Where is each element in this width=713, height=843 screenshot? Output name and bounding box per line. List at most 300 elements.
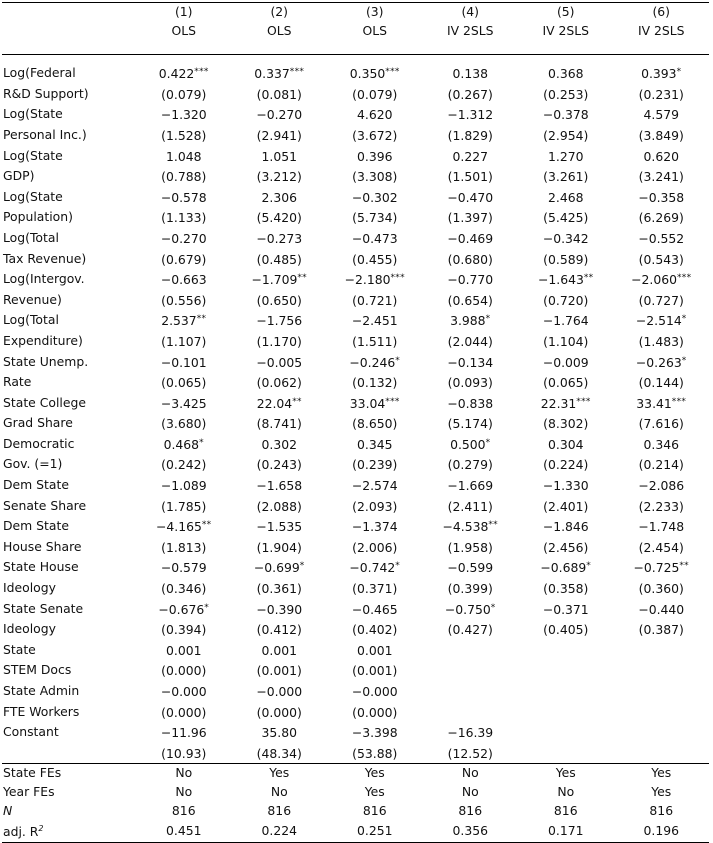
cell-value: (5.174) (447, 416, 493, 432)
table-cell (614, 352, 710, 373)
cell-value: −0.578 (160, 189, 207, 205)
table-cell (614, 557, 710, 578)
row-label: State Unemp. (3, 353, 89, 369)
table-cell (232, 331, 328, 352)
column-number: (1) (136, 3, 232, 22)
table-cell (614, 104, 710, 125)
cell-value: (0.654) (447, 292, 493, 308)
cell-value: (0.361) (256, 581, 302, 597)
table-cell (423, 640, 519, 661)
table-cell (136, 146, 232, 167)
cell-value: 0.396 (357, 148, 393, 164)
table-cell (232, 207, 328, 228)
table-row (2, 557, 709, 578)
cell-value: −0.770 (447, 272, 494, 288)
table-cell (136, 84, 232, 105)
row-label: Gov. (=1) (3, 456, 63, 472)
cell-value: (3.212) (256, 169, 302, 185)
cell-value: (0.485) (256, 251, 302, 267)
column-number: (4) (423, 3, 519, 22)
table-cell (327, 681, 423, 702)
cell-value: (1.528) (161, 127, 207, 143)
cell-value: (0.556) (161, 292, 207, 308)
cell-value: 33.04 (349, 395, 386, 411)
table-cell (327, 413, 423, 434)
row-label: Log(State (3, 106, 63, 122)
cell-value: −0.270 (256, 107, 303, 123)
row-label: Expenditure) (3, 332, 83, 348)
year-fe-row (2, 783, 709, 802)
cell-value: −0.101 (160, 354, 207, 370)
cell-value: 1.048 (166, 148, 202, 164)
significance-stars: * (586, 561, 592, 572)
row-label: N (3, 802, 13, 818)
header-column-numbers (2, 3, 709, 22)
table-cell (518, 84, 614, 105)
table-cell (423, 681, 519, 702)
table-cell (327, 125, 423, 146)
table-row (2, 578, 709, 599)
row-label: Log(State (3, 188, 63, 204)
table-cell (327, 290, 423, 311)
table-cell (518, 310, 614, 331)
cell-value: (3.680) (161, 416, 207, 432)
row-label: Democratic (3, 435, 75, 451)
significance-stars: ** (292, 396, 302, 407)
table-cell (232, 269, 328, 290)
table-cell: No (461, 783, 479, 799)
table-cell (136, 393, 232, 414)
row-label: STEM Docs (3, 662, 72, 678)
cell-value: (0.720) (543, 292, 589, 308)
table-cell (327, 516, 423, 537)
table-footer (2, 764, 709, 843)
row-label: Log(Total (3, 312, 59, 328)
table-cell (136, 125, 232, 146)
header-corner (2, 22, 136, 55)
table-cell (136, 331, 232, 352)
table-cell (136, 207, 232, 228)
table-cell: No (136, 764, 232, 783)
cell-value: 2.468 (548, 189, 584, 205)
row-label: Ideology (3, 580, 56, 596)
cell-value: (0.394) (161, 622, 207, 638)
table-cell (423, 146, 519, 167)
table-cell (423, 393, 519, 414)
cell-value: (1.397) (447, 210, 493, 226)
table-cell (518, 434, 614, 455)
row-label: State Senate (3, 600, 84, 616)
cell-value: −0.725 (633, 560, 680, 576)
cell-value: (3.849) (638, 127, 684, 143)
significance-stars: *** (385, 396, 400, 407)
table-cell (614, 269, 710, 290)
cell-value: (0.079) (352, 86, 398, 102)
row-label: Rate (3, 374, 32, 390)
table-cell (327, 269, 423, 290)
table-cell (518, 413, 614, 434)
table-cell (232, 619, 328, 640)
table-cell (423, 557, 519, 578)
table-cell (232, 55, 328, 84)
cell-value: (2.954) (543, 127, 589, 143)
cell-value: −0.000 (256, 684, 303, 699)
table-cell (232, 702, 328, 723)
header-methods (2, 22, 709, 55)
table-cell (232, 372, 328, 393)
cell-value: (0.346) (161, 581, 207, 597)
table-cell (614, 310, 710, 331)
header-corner (2, 3, 136, 22)
column-number: (2) (232, 3, 328, 22)
table-cell (423, 228, 519, 249)
cell-value: −1.658 (256, 478, 303, 494)
cell-value: (0.399) (447, 581, 493, 597)
table-cell: Yes (518, 764, 614, 783)
row-label: Constant (3, 724, 59, 740)
table-cell (136, 269, 232, 290)
table-cell (423, 537, 519, 558)
cell-value: (1.813) (161, 539, 207, 555)
table-cell (614, 84, 710, 105)
table-row (2, 496, 709, 517)
table-cell: 816 (649, 802, 674, 818)
cell-value: (1.104) (543, 333, 589, 349)
table-cell (327, 187, 423, 208)
table-cell (518, 722, 614, 743)
cell-value: 2.537 (161, 313, 197, 329)
table-cell (136, 537, 232, 558)
table-cell (136, 516, 232, 537)
cell-value: −2.086 (638, 478, 685, 494)
cell-value: −0.302 (351, 189, 398, 205)
table-row (2, 187, 709, 208)
cell-value: (0.144) (638, 375, 684, 391)
table-cell (614, 393, 710, 414)
cell-value: −1.312 (447, 107, 494, 123)
table-cell (136, 578, 232, 599)
table-cell (614, 125, 710, 146)
cell-value: (3.308) (352, 169, 398, 185)
cell-value: 0.422 (158, 66, 195, 82)
table-cell (136, 702, 232, 723)
cell-value: (0.081) (256, 86, 302, 102)
cell-value: −3.425 (160, 395, 207, 411)
cell-value: 0.346 (643, 436, 679, 452)
table-cell (518, 146, 614, 167)
table-cell (232, 290, 328, 311)
cell-value: 3.988 (450, 313, 486, 329)
table-cell (614, 640, 710, 661)
table-cell (423, 290, 519, 311)
table-cell (232, 454, 328, 475)
table-cell (614, 434, 710, 455)
table-cell (518, 660, 614, 681)
table-cell (518, 249, 614, 270)
cell-value: (8.650) (352, 416, 398, 432)
significance-stars: *** (576, 396, 591, 407)
table-cell (518, 475, 614, 496)
cell-value: −0.742 (349, 560, 396, 576)
cell-value: 0.345 (357, 436, 393, 452)
table-cell (232, 249, 328, 270)
table-row (2, 249, 709, 270)
n-row (2, 802, 709, 821)
cell-value: (0.065) (161, 375, 207, 391)
table-cell (423, 496, 519, 517)
cell-value: (48.34) (256, 745, 302, 761)
table-cell (232, 537, 328, 558)
table-cell (136, 352, 232, 373)
table-cell (232, 393, 328, 414)
table-cell (614, 454, 710, 475)
table-cell: 0.196 (614, 820, 710, 842)
table-row (2, 640, 709, 661)
table-cell (423, 660, 519, 681)
table-cell (614, 599, 710, 620)
cell-value: 2.306 (261, 189, 297, 205)
table-cell: Yes (232, 764, 328, 783)
cell-value: (5.425) (543, 210, 589, 226)
column-method: OLS (327, 22, 423, 55)
adj-r2-row (2, 820, 709, 842)
cell-value: −0.000 (351, 684, 398, 699)
cell-value: (0.721) (352, 292, 398, 308)
table-cell (327, 84, 423, 105)
cell-value: −0.342 (542, 230, 589, 246)
cell-value: −3.398 (351, 725, 398, 741)
table-cell (327, 207, 423, 228)
row-label: State FEs (2, 764, 136, 783)
cell-value: −2.180 (344, 272, 391, 288)
cell-value: (1.829) (447, 127, 493, 143)
table-cell (232, 310, 328, 331)
table-cell (232, 434, 328, 455)
table-cell (518, 537, 614, 558)
table-row (2, 228, 709, 249)
table-cell (423, 187, 519, 208)
table-cell: Yes (614, 764, 710, 783)
table-cell (423, 310, 519, 331)
cell-value: (6.269) (638, 210, 684, 226)
column-method: IV 2SLS (614, 22, 710, 55)
cell-value: −1.535 (256, 519, 303, 535)
cell-value: −1.846 (542, 519, 589, 535)
significance-stars: * (204, 602, 210, 613)
cell-value: (1.511) (352, 333, 398, 349)
cell-value: −0.390 (256, 601, 303, 617)
cell-value: (0.680) (447, 251, 493, 267)
cell-value: (2.411) (447, 498, 493, 514)
table-row (2, 722, 709, 743)
table-cell: 816 (458, 802, 483, 818)
cell-value: −0.676 (158, 601, 205, 617)
cell-value: (5.420) (256, 210, 302, 226)
table-row (2, 475, 709, 496)
row-label: Log(Federal (3, 65, 76, 81)
cell-value: −0.134 (447, 354, 494, 370)
cell-value: (0.093) (447, 375, 493, 391)
row-label: Log(State (3, 147, 63, 163)
cell-value: −1.756 (256, 313, 303, 329)
table-cell: 0.224 (232, 820, 328, 842)
cell-value: (0.679) (161, 251, 207, 267)
cell-value: (10.93) (161, 745, 207, 761)
cell-value: −0.552 (638, 230, 685, 246)
table-cell: 816 (362, 802, 387, 818)
cell-value: −1.374 (351, 519, 398, 535)
cell-value: 1.270 (548, 148, 584, 164)
column-method: OLS (232, 22, 328, 55)
significance-stars: * (395, 355, 401, 366)
table-row (2, 55, 709, 84)
significance-stars: * (199, 437, 204, 448)
table-cell (423, 578, 519, 599)
table-row (2, 166, 709, 187)
table-cell (136, 187, 232, 208)
table-cell (327, 640, 423, 661)
row-label: State (3, 641, 36, 657)
table-cell (327, 393, 423, 414)
table-cell (136, 104, 232, 125)
cell-value: −0.378 (542, 107, 589, 123)
cell-value: (5.734) (352, 210, 398, 226)
table-cell (423, 249, 519, 270)
cell-value: (1.501) (447, 169, 493, 185)
table-row (2, 393, 709, 414)
table-cell (327, 578, 423, 599)
table-cell (614, 619, 710, 640)
row-label: Tax Revenue) (3, 250, 87, 266)
cell-value: (0.405) (543, 622, 589, 638)
cell-value: (1.107) (161, 333, 207, 349)
table-cell: 0.451 (136, 820, 232, 842)
table-cell (136, 166, 232, 187)
table-cell (232, 166, 328, 187)
state-fe-row (2, 764, 709, 783)
cell-value: −11.96 (160, 725, 207, 741)
significance-stars: *** (289, 67, 305, 78)
table-cell (423, 599, 519, 620)
table-cell (614, 413, 710, 434)
cell-value: (0.543) (638, 251, 684, 267)
cell-value: (0.253) (543, 86, 589, 102)
cell-value: (7.616) (638, 416, 684, 432)
table-cell: No (175, 783, 193, 799)
table-row (2, 434, 709, 455)
table-row (2, 125, 709, 146)
table-cell (614, 55, 710, 84)
table-row (2, 84, 709, 105)
column-method: IV 2SLS (423, 22, 519, 55)
table-cell (614, 516, 710, 537)
cell-value: (0.427) (447, 622, 493, 638)
cell-value: −0.465 (351, 601, 398, 617)
table-cell (232, 187, 328, 208)
cell-value: (3.672) (352, 127, 398, 143)
table-cell (136, 660, 232, 681)
table-cell (136, 640, 232, 661)
table-cell (136, 454, 232, 475)
table-cell (614, 187, 710, 208)
table-row (2, 516, 709, 537)
cell-value: 0.001 (166, 642, 202, 658)
table-cell (518, 290, 614, 311)
column-method: OLS (136, 22, 232, 55)
cell-value: −1.669 (447, 478, 494, 494)
cell-value: (0.062) (256, 375, 302, 391)
table-row (2, 537, 709, 558)
table-cell (232, 681, 328, 702)
cell-value: (0.279) (447, 457, 493, 473)
cell-value: −0.663 (160, 272, 207, 288)
cell-value: −2.451 (351, 313, 398, 329)
table-cell (518, 557, 614, 578)
cell-value: −0.838 (447, 395, 494, 411)
table-cell (136, 249, 232, 270)
cell-value: 0.468 (163, 436, 200, 452)
table-cell (232, 516, 328, 537)
table-cell: 816 (171, 802, 196, 818)
table-cell (232, 475, 328, 496)
cell-value: (0.243) (256, 457, 302, 473)
table-cell (232, 578, 328, 599)
cell-value: (2.006) (352, 539, 398, 555)
cell-value: (0.788) (161, 169, 207, 185)
cell-value: −0.009 (542, 354, 589, 370)
cell-value: (0.001) (352, 663, 398, 679)
table-cell (518, 681, 614, 702)
table-cell (518, 187, 614, 208)
row-label: State Admin (3, 683, 80, 698)
column-number: (6) (614, 3, 710, 22)
column-number: (3) (327, 3, 423, 22)
cell-value: −4.538 (442, 519, 489, 535)
cell-value: 0.304 (548, 436, 584, 452)
cell-value: (0.132) (352, 375, 398, 391)
table-cell (614, 249, 710, 270)
cell-value: −1.764 (542, 313, 589, 329)
cell-value: −0.270 (160, 230, 207, 246)
table-cell (232, 228, 328, 249)
significance-stars: * (299, 561, 305, 572)
cell-value: −0.470 (447, 189, 494, 205)
table-cell (518, 393, 614, 414)
table-cell (232, 557, 328, 578)
cell-value: −1.643 (538, 272, 584, 288)
row-label: Personal Inc.) (3, 126, 87, 142)
table-cell (136, 681, 232, 702)
row-label: Dem State (3, 518, 69, 534)
cell-value: 0.500 (450, 436, 486, 452)
cell-value: 4.620 (357, 107, 393, 123)
table-cell (232, 722, 328, 743)
cell-value: −1.709 (251, 272, 298, 288)
cell-value: (1.170) (256, 333, 302, 349)
table-cell (136, 228, 232, 249)
significance-stars: ** (297, 273, 307, 284)
significance-stars: * (485, 314, 491, 325)
r2-superscript: 2 (38, 824, 44, 834)
table-cell (327, 722, 423, 743)
table-cell (327, 454, 423, 475)
cell-value: (0.387) (638, 622, 684, 638)
cell-value: (0.231) (638, 86, 684, 102)
cell-value: (0.000) (352, 704, 398, 720)
significance-stars: ** (201, 520, 212, 531)
significance-stars: *** (385, 67, 400, 78)
cell-value: −16.39 (447, 725, 494, 741)
